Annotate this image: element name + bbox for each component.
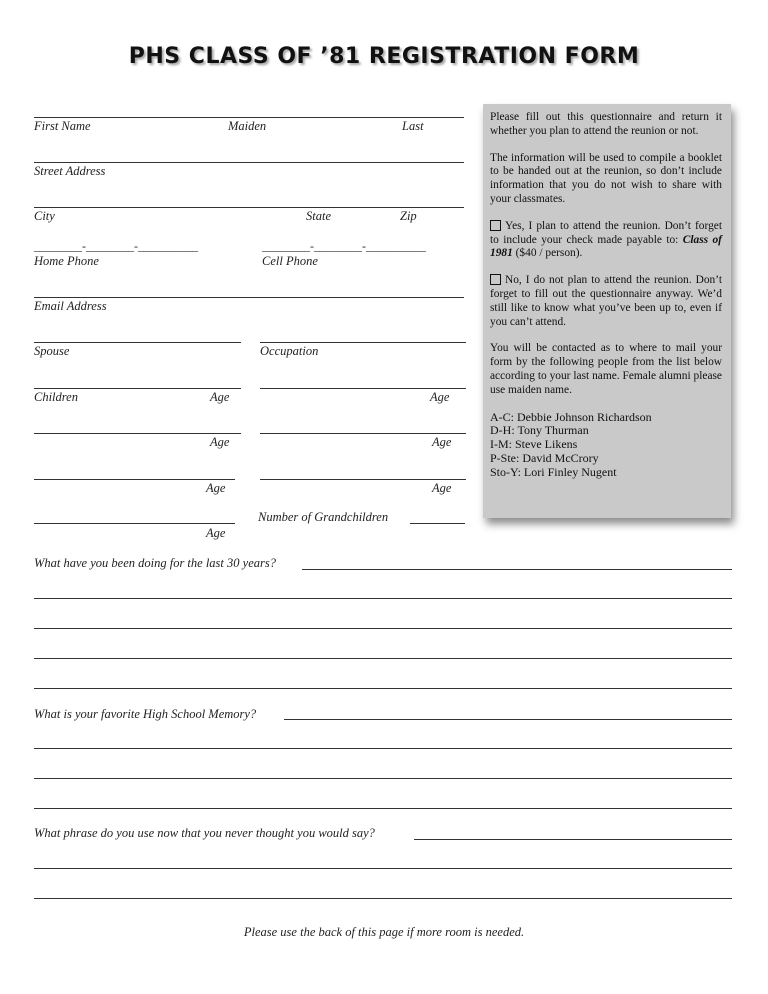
age-label: Age <box>432 481 452 495</box>
answer-line[interactable] <box>34 628 732 629</box>
question-memory: What is your favorite High School Memory? <box>34 707 257 721</box>
answer-line[interactable] <box>414 839 732 840</box>
child-line[interactable] <box>34 433 241 434</box>
answer-line[interactable] <box>34 748 732 749</box>
question-phrase: What phrase do you use now that you never thought you would say? <box>34 826 375 840</box>
answer-line[interactable] <box>284 719 732 720</box>
answer-line[interactable] <box>34 658 732 659</box>
email-label: Email Address <box>34 299 107 313</box>
last-label: Last <box>402 119 424 133</box>
age-label: Age <box>430 390 450 404</box>
footer-note: Please use the back of this page if more room is needed. <box>243 925 525 939</box>
amount-text: ($40 / person). <box>515 247 583 260</box>
grandchildren-label: Number of Grandchildren <box>258 510 389 524</box>
child-line[interactable] <box>34 388 241 389</box>
cell-phone-blank[interactable]: ________-________-__________ <box>262 239 426 253</box>
zip-label: Zip <box>400 209 417 223</box>
email-line[interactable] <box>34 297 464 298</box>
yes-checkbox[interactable] <box>490 220 501 231</box>
usage-text: The information will be used to compile a booklet to be handed out at the reunion, so don’t include information that you do not wish to share with your classmates. <box>490 151 722 205</box>
age-label: Age <box>206 526 226 540</box>
name-line[interactable] <box>34 117 464 118</box>
yes-text: Yes, I plan to attend the reunion. Don’t forget to include your check made payable to: <box>490 219 722 246</box>
no-option <box>490 274 722 329</box>
age-label: Age <box>432 435 452 449</box>
maiden-label: Maiden <box>228 119 267 133</box>
mail-text: You will be contacted as to where to mail your form by the following people from the list below according to your last name. Female alumni please use maiden name. <box>490 342 722 396</box>
grandchildren-line[interactable] <box>410 523 465 524</box>
answer-line[interactable] <box>34 688 732 689</box>
age-label: Age <box>206 481 226 495</box>
yes-option <box>490 220 722 261</box>
street-line[interactable] <box>34 162 464 163</box>
age-label: Age <box>210 435 230 449</box>
child-line[interactable] <box>260 433 466 434</box>
intro-text: Please fill out this questionnaire and return it whether you plan to attend the reunion or not. <box>490 111 722 137</box>
first-name-label: First Name <box>34 119 91 133</box>
answer-line[interactable] <box>34 778 732 779</box>
spouse-label: Spouse <box>34 344 70 358</box>
question-30-years: What have you been doing for the last 30 years? <box>34 556 276 570</box>
occupation-line[interactable] <box>260 342 466 343</box>
child-line[interactable] <box>260 479 466 480</box>
child-line[interactable] <box>34 479 235 480</box>
instructions-box <box>483 104 731 518</box>
answer-line[interactable] <box>34 898 732 899</box>
answer-line[interactable] <box>34 598 732 599</box>
cell-phone-label: Cell Phone <box>262 254 318 268</box>
payee-text: Class of 1981 <box>490 233 722 260</box>
child-line[interactable] <box>34 523 235 524</box>
child-line[interactable] <box>260 388 466 389</box>
home-phone-blank[interactable]: ________-________-__________ <box>34 239 198 253</box>
contact-item: P-Ste: David McCrory <box>490 450 599 465</box>
state-label: State <box>306 209 331 223</box>
answer-line[interactable] <box>302 569 732 570</box>
city-label: City <box>34 209 55 223</box>
age-label: Age <box>210 390 230 404</box>
children-label: Children <box>34 390 78 404</box>
contact-item: Sto-Y: Lori Finley Nugent <box>490 464 617 479</box>
contact-item: D-H: Tony Thurman <box>490 423 589 438</box>
contact-list <box>490 411 722 480</box>
occupation-label: Occupation <box>260 344 319 358</box>
answer-line[interactable] <box>34 808 732 809</box>
no-text: No, I do not plan to attend the reunion. Don’t forget to fill out the questionnaire anyway. We’d still like to know what you’ve been up to, even if you can’t attend. <box>490 274 722 328</box>
answer-line[interactable] <box>34 868 732 869</box>
home-phone-label: Home Phone <box>34 254 99 268</box>
no-checkbox[interactable] <box>490 274 501 285</box>
contact-item: I-M: Steve Likens <box>490 437 578 452</box>
contact-item: A-C: Debbie Johnson Richardson <box>490 409 652 424</box>
spouse-line[interactable] <box>34 342 241 343</box>
city-line[interactable] <box>34 207 464 208</box>
street-label: Street Address <box>34 164 106 178</box>
form-title: PHS CLASS OF ’81 REGISTRATION FORM <box>128 44 640 69</box>
